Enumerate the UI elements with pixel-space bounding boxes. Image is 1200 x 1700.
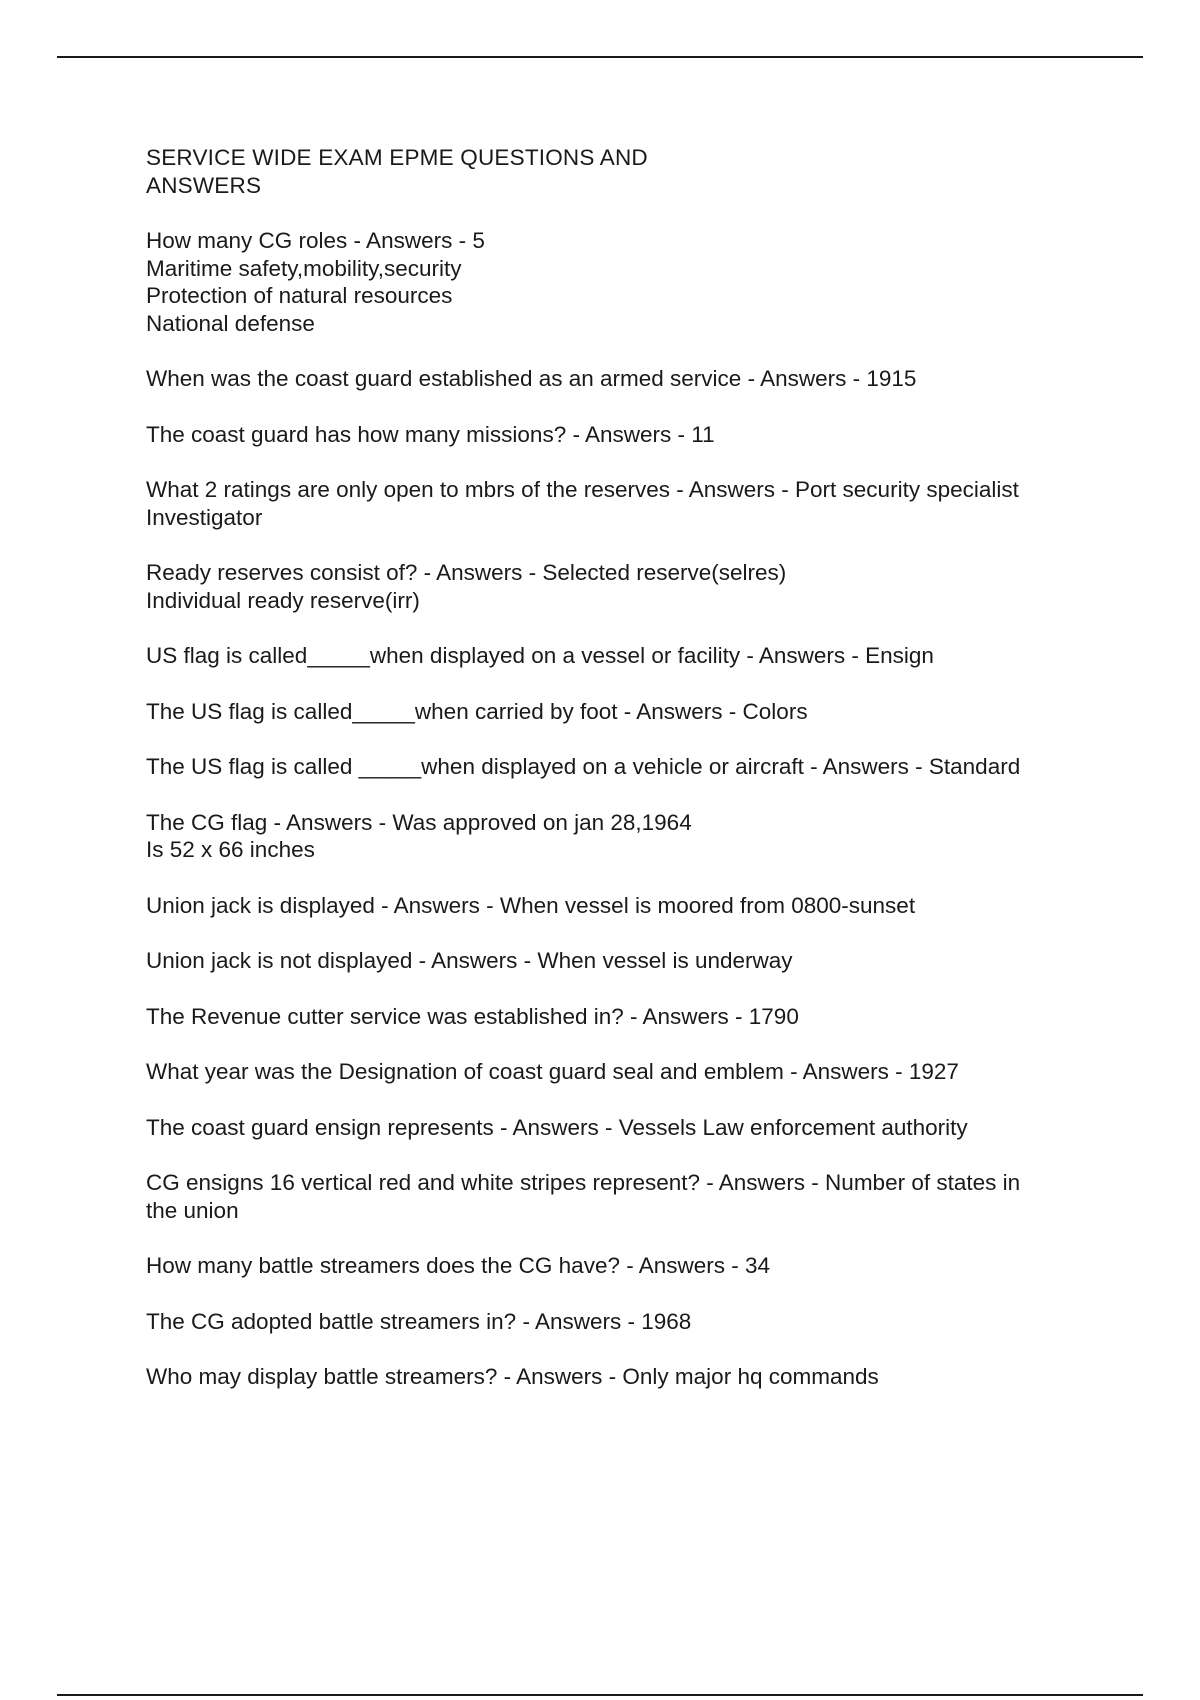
qa-question-line: Who may display battle streamers? - Answers - Only major hq commands [146,1364,879,1389]
qa-question-line: The coast guard has how many missions? - Answers - 11 [146,421,715,447]
qa-continuation-line: National defense [146,310,315,336]
qa-item [146,698,1106,726]
qa-item [146,421,1106,449]
qa-item [146,1003,1106,1031]
qa-question-line: The coast guard ensign represents - Answers - Vessels Law enforcement authority [146,1114,968,1140]
qa-continuation-line: Protection of natural resources [146,283,453,308]
qa-item [146,753,1106,781]
qa-question-line: The CG adopted battle streamers in? - Answers - 1968 [146,1308,692,1334]
qa-list [146,227,1106,1391]
qa-continuation-line: Maritime safety,mobility,security [146,255,462,281]
qa-question-line: How many CG roles - Answers - 5 [146,228,485,253]
qa-question-line: What year was the Designation of coast guard seal and emblem - Answers - 1927 [146,1059,959,1084]
document-body [146,144,1106,1419]
qa-item [146,947,1106,975]
title-line: ANSWERS [146,172,262,198]
title-line: SERVICE WIDE EXAM EPME QUESTIONS AND [146,145,648,170]
qa-item [146,1169,1106,1224]
qa-item [146,1308,1106,1336]
qa-question-line: US flag is called_____when displayed on a vessel or facility - Answers - Ensign [146,643,934,668]
qa-item [146,892,1106,920]
qa-item [146,809,1106,864]
qa-question-line: What 2 ratings are only open to mbrs of the reserves - Answers - Port security specialist [146,477,1019,502]
qa-question-line: The US flag is called _____when displayed on a vehicle or aircraft - Answers - Standard [146,754,1021,779]
qa-item [146,1363,1106,1391]
qa-question-line: CG ensigns 16 vertical red and white stripes represent? - Answers - Number of states in [146,1170,1021,1195]
qa-item [146,476,1106,531]
qa-item [146,1252,1106,1280]
qa-item [146,642,1106,670]
bottom-divider [57,1694,1143,1696]
qa-question-line: The Revenue cutter service was established in? - Answers - 1790 [146,1003,799,1029]
qa-question-line: Union jack is not displayed - Answers - When vessel is underway [146,948,793,973]
qa-continuation-line: Individual ready reserve(irr) [146,587,420,613]
qa-continuation-line: Is 52 x 66 inches [146,837,315,862]
qa-question-line: The US flag is called_____when carried by foot - Answers - Colors [146,698,808,724]
qa-continuation-line: the union [146,1197,239,1223]
qa-question-line: The CG flag - Answers - Was approved on jan 28,1964 [146,809,692,835]
qa-question-line: Ready reserves consist of? - Answers - Selected reserve(selres) [146,560,787,585]
qa-continuation-line: Investigator [146,504,263,530]
top-divider [57,56,1143,58]
qa-item [146,1114,1106,1142]
document-title [146,144,1106,199]
qa-question-line: How many battle streamers does the CG have? - Answers - 34 [146,1253,771,1278]
qa-item [146,227,1106,337]
qa-item [146,365,1106,393]
qa-question-line: When was the coast guard established as an armed service - Answers - 1915 [146,366,917,391]
qa-item [146,1058,1106,1086]
qa-item [146,559,1106,614]
qa-question-line: Union jack is displayed - Answers - When vessel is moored from 0800-sunset [146,892,916,918]
